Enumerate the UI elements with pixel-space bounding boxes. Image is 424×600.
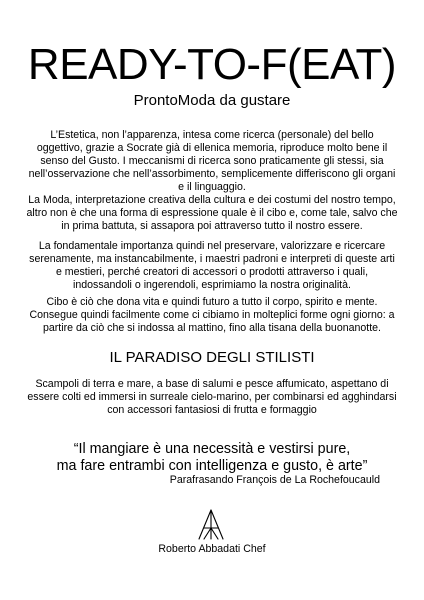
paragraph-importanza: La fondamentale importanza quindi nel preservare, valorizzare e ricercare serenamente, ma instancabilmente, i maestri padroni e interpreti di queste arti e mestieri, perché creatori di accessori o prodotti attraverso i quali, indossandoli o ingerendoli, esprimiamo la nostra originalità. [29,240,395,291]
chef-signature: Roberto Abbadati Chef [158,543,266,555]
paragraph-cibo: Cibo è ciò che dona vita e quindi futuro a tutto il corpo, spirito e mente. Consegue quindi facilmente come ci cibiamo in molteplici forme ogni giorno: a partire da ciò che si indossa al mattino, fino alla tisana della buonanotte. [29,296,395,334]
paragraph-moda: La Moda, interpretazione creativa della cultura e dei costumi del nostro tempo, altro non è che una forma di espressione quale è il cibo e, come tale, salvo che in prima battuta, si assapora poi attraverso tutto il nostro essere. [26,194,398,232]
quote-attribution: Parafrasando François de La Rochefoucauld [169,474,380,486]
quote [0,441,424,475]
quote-line-1: “Il mangiare è una necessità e vestirsi pure, [73,441,351,457]
monogram-logo-icon [195,507,227,541]
section-text: Scampoli di terra e mare, a base di salumi e pesce affumicato, aspettano di essere colti ed immersi in surreale cielo-marino, per combinarsi ed agghindarsi con accessori fantasiosi di frutta e formaggio [27,378,397,416]
page-title: READY-TO-F(EAT) [27,40,397,89]
section-heading: IL PARADISO DEGLI STILISTI [109,349,315,366]
quote-line-2: ma fare entrambi con intelligenza e gusto, è arte” [56,458,368,474]
page-subtitle: ProntoModa da gustare [133,92,291,109]
paragraph-estetica: L’Estetica, non l’apparenza, intesa come ricerca (personale) del bello oggettivo, grazie a Socrate già di ellenica memoria, riproduce molto bene il senso del Gusto. I meccanismi di ricerca sono praticamente gli stessi, sia nell’osservazione che nell’assorbimento, semplicemente differiscono gli organi e il linguaggio. [28,129,396,193]
